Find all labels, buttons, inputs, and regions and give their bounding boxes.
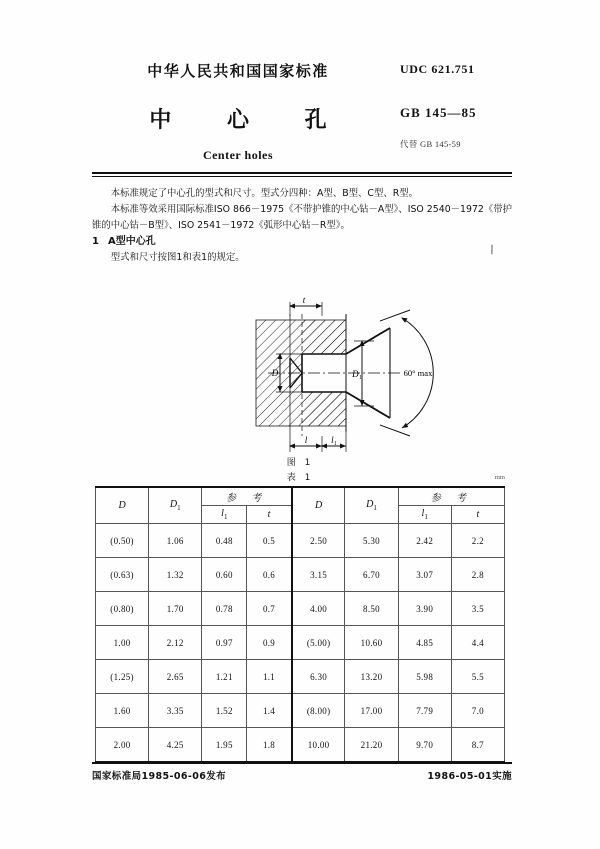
figure-label-D: D	[271, 368, 279, 378]
cell-D-right: 10.00	[292, 728, 345, 763]
header-center-block	[88, 52, 388, 163]
cell-D-right: (8.00)	[292, 694, 345, 728]
cell-l1-right: 9.70	[398, 728, 451, 763]
cell-l1-right: 2.42	[398, 524, 451, 558]
cell-D1: 4.25	[149, 728, 202, 763]
th-l1-left: $l_1$	[202, 506, 247, 524]
cell-t: 0.9	[247, 626, 292, 660]
cell-t: 1.8	[247, 728, 292, 763]
cell-D: 2.00	[96, 728, 149, 763]
cell-t-right: 2.8	[451, 558, 504, 592]
cell-t-right: 2.2	[451, 524, 504, 558]
figure-label-t: t	[302, 296, 306, 305]
cell-D1: 1.06	[149, 524, 202, 558]
cell-D1: 3.35	[149, 694, 202, 728]
cell-t: 0.6	[247, 558, 292, 592]
udc-code: UDC 621.751	[400, 62, 475, 76]
scan-artifact-mark: \	[488, 242, 497, 257]
th-l1-right: $l_1$	[398, 506, 451, 524]
cell-D1-right: 6.70	[345, 558, 398, 592]
footer-divider	[92, 762, 512, 764]
standard-number: GB 145—85	[400, 105, 477, 120]
th-t-right: t	[451, 506, 504, 524]
center-hole-cross-section-svg	[250, 296, 470, 471]
cell-t-right: 8.7	[451, 728, 504, 763]
table-row	[96, 558, 505, 592]
document-footer	[92, 768, 512, 782]
cell-D: (1.25)	[96, 660, 149, 694]
table-unit-label: mm	[494, 474, 505, 481]
table-row	[96, 626, 505, 660]
cell-D-right: 3.15	[292, 558, 345, 592]
cell-t: 0.7	[247, 592, 292, 626]
section-number: 1	[92, 236, 99, 247]
header-divider-thin	[92, 176, 512, 177]
th-D1-left: $D_1$	[149, 487, 202, 524]
cell-D: (0.50)	[96, 524, 149, 558]
cell-D-right: 6.30	[292, 660, 345, 694]
th-D-right: D	[292, 487, 345, 524]
header-divider-thick	[92, 172, 512, 174]
figure-caption: 图 1	[286, 458, 314, 468]
table-row	[96, 694, 505, 728]
table-header-row-1	[96, 487, 505, 506]
cell-D-right: 4.00	[292, 592, 345, 626]
cell-l1-right: 4.85	[398, 626, 451, 660]
cell-D1: 1.70	[149, 592, 202, 626]
cell-D1: 2.65	[149, 660, 202, 694]
cell-t: 1.1	[247, 660, 292, 694]
cell-D1-right: 17.00	[345, 694, 398, 728]
cell-D: (0.63)	[96, 558, 149, 592]
table-row	[96, 524, 505, 558]
section-title: A型中心孔	[108, 236, 156, 247]
cell-D1-right: 21.20	[345, 728, 398, 763]
cell-D: 1.00	[96, 626, 149, 660]
page-title-english: Center holes	[202, 148, 274, 162]
section-heading	[92, 234, 512, 250]
cell-l1-right: 5.98	[398, 660, 451, 694]
th-D1-right: $D_1$	[345, 487, 398, 524]
document-header	[88, 52, 512, 162]
cell-D-right: (5.00)	[292, 626, 345, 660]
cell-l1: 1.52	[202, 694, 247, 728]
cell-D1-right: 8.50	[345, 592, 398, 626]
figure-label-l: l	[304, 435, 308, 445]
th-t-left: t	[247, 506, 292, 524]
cell-l1: 0.48	[202, 524, 247, 558]
cell-t-right: 7.0	[451, 694, 504, 728]
cell-D1-right: 5.30	[345, 524, 398, 558]
cell-t-right: 5.5	[451, 660, 504, 694]
replaces-note: 代替 GB 145-59	[400, 139, 461, 149]
header-right-block	[400, 52, 512, 150]
cell-D: 1.60	[96, 694, 149, 728]
document-body	[92, 186, 512, 266]
table-row	[96, 728, 505, 763]
section-body-text: 型式和尺寸按图1和表1的规定。	[110, 252, 245, 263]
dimension-table	[95, 486, 505, 763]
cell-t-right: 3.5	[451, 592, 504, 626]
body-paragraph-1: 本标准规定了中心孔的型式和尺寸。型式分四种：A型、B型、C型、R型。	[110, 188, 418, 199]
cell-D: (0.80)	[96, 592, 149, 626]
cell-l1-right: 7.79	[398, 694, 451, 728]
footer-issued: 国家标准局1985-06-06发布	[92, 771, 227, 782]
national-standard-title: 中华人民共和国国家标准	[147, 62, 329, 80]
cell-l1-right: 3.90	[398, 592, 451, 626]
cell-D1-right: 13.20	[345, 660, 398, 694]
figure-center-hole-drawing	[250, 296, 470, 471]
table-row	[96, 660, 505, 694]
th-D-left: D	[96, 487, 149, 524]
cell-D1-right: 10.60	[345, 626, 398, 660]
figure-label-angle: 60° max	[403, 368, 433, 378]
cell-l1: 0.97	[202, 626, 247, 660]
th-reference-right: 参 考	[398, 487, 504, 506]
figure-label-D1: D₁	[352, 369, 362, 379]
footer-effective: 1986-05-01实施	[427, 771, 512, 782]
cell-t-right: 4.4	[451, 626, 504, 660]
cell-t: 0.5	[247, 524, 292, 558]
cell-D1: 2.12	[149, 626, 202, 660]
page-title: 中 心 孔	[149, 108, 351, 133]
cell-D-right: 2.50	[292, 524, 345, 558]
th-reference-left: 参 考	[202, 487, 292, 506]
cell-l1: 0.60	[202, 558, 247, 592]
cell-l1: 0.78	[202, 592, 247, 626]
table-caption: 表 1	[286, 473, 314, 483]
cell-t: 1.4	[247, 694, 292, 728]
cell-l1: 1.21	[202, 660, 247, 694]
body-paragraph-2: 本标准等效采用国际标准ISO 866－1975《不带护锥的中心钻－A型》、ISO 2540－1972《带护锥的中心钻－B型》、ISO 2541－1972《弧形中心钻－R型》。	[92, 204, 513, 231]
figure-label-l1: l₁	[331, 435, 337, 445]
table-row	[96, 592, 505, 626]
cell-D1: 1.32	[149, 558, 202, 592]
cell-l1-right: 3.07	[398, 558, 451, 592]
cell-l1: 1.95	[202, 728, 247, 763]
